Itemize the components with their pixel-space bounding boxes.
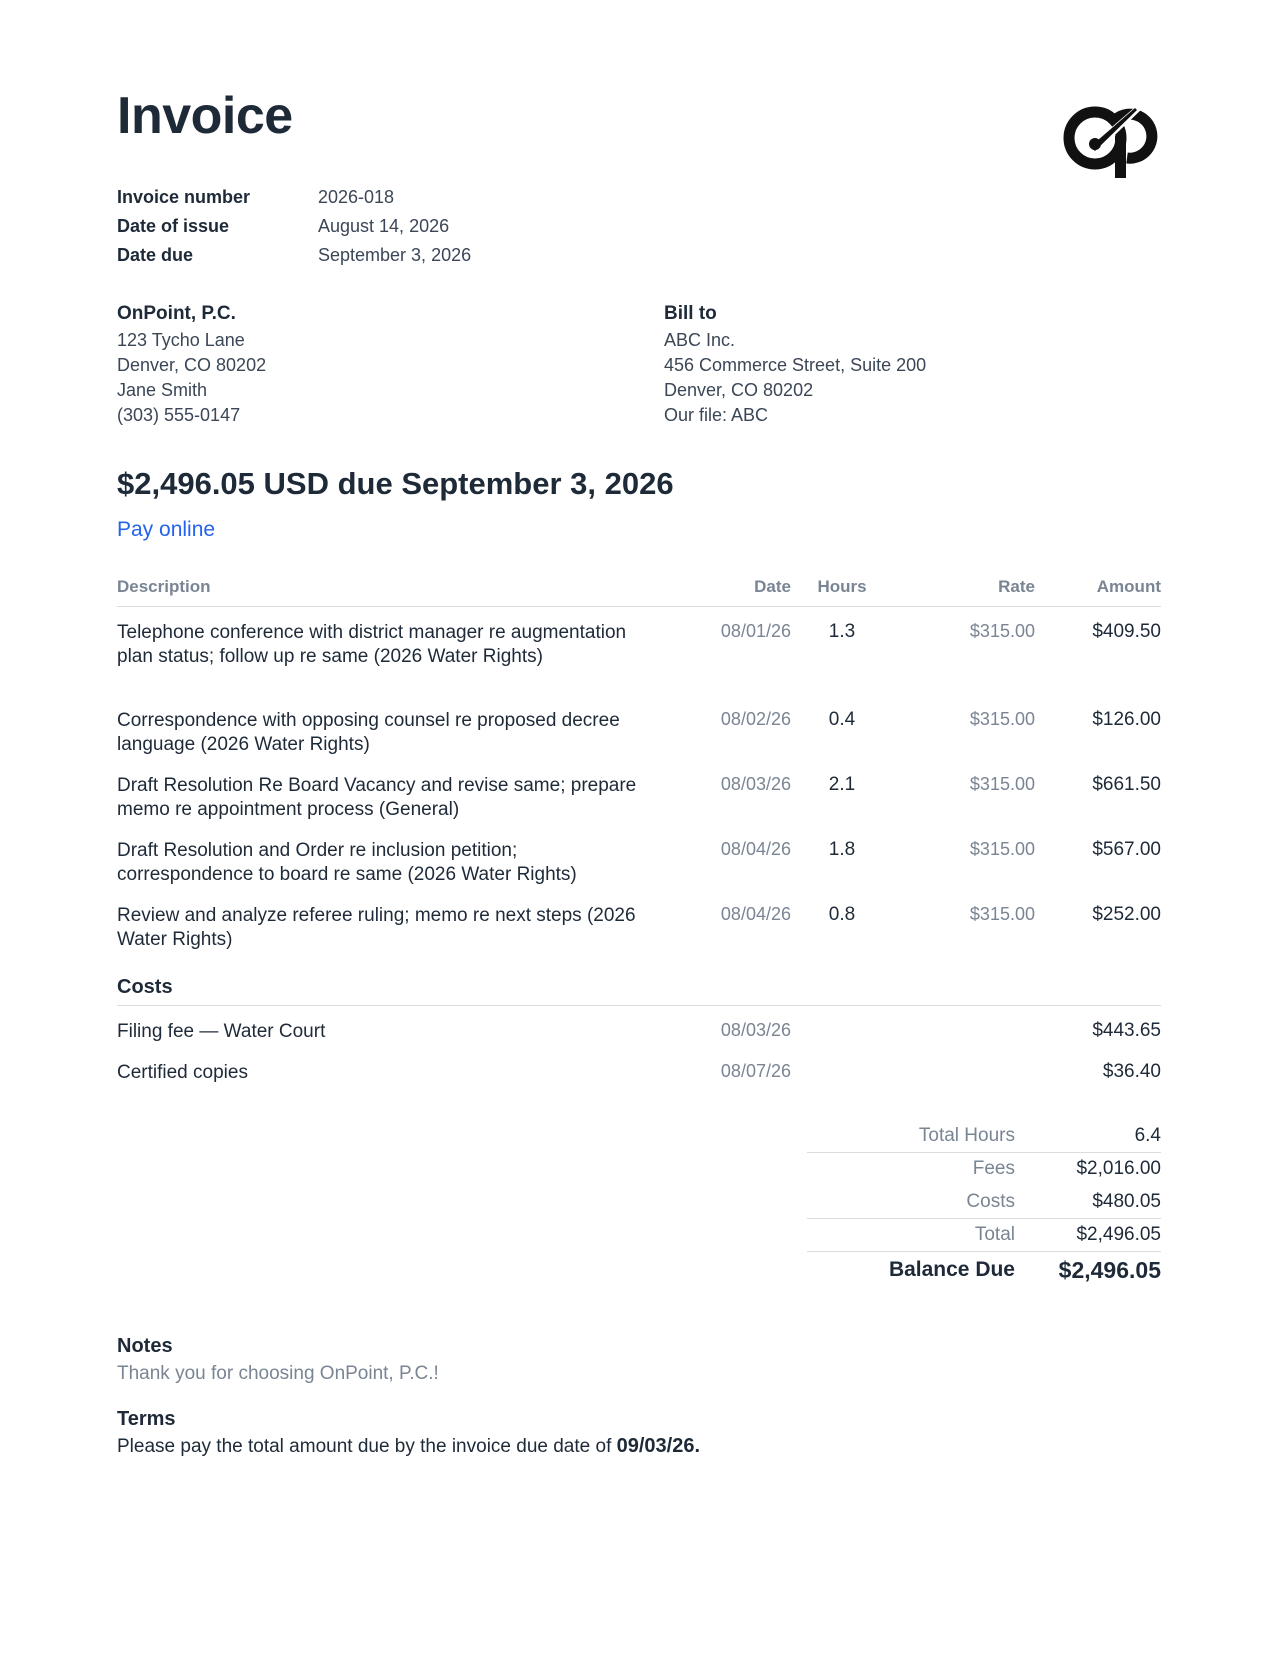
- item-rate: $315.00: [969, 774, 1035, 794]
- costs-total-label: Costs: [966, 1191, 1015, 1212]
- costs-total-row: [807, 1186, 1161, 1219]
- item-description: Correspondence with opposing counsel re proposed decree language (2026 Water Rights): [117, 710, 620, 755]
- cost-date: 08/03/26: [720, 1020, 791, 1040]
- item-description: Draft Resolution and Order re inclusion petition; correspondence to board re same (2026 Water Rights): [117, 840, 577, 885]
- terms-text: [117, 1433, 700, 1460]
- costs-heading-label: Costs: [117, 976, 173, 998]
- item-date: 08/04/26: [720, 839, 791, 859]
- table-header: [117, 574, 1161, 607]
- balance-due-label: Balance Due: [888, 1258, 1015, 1281]
- cost-row: [117, 1061, 1161, 1091]
- item-amount: $661.50: [1092, 774, 1161, 795]
- item-hours: 0.8: [828, 904, 856, 925]
- meta-row-date-due: [117, 241, 471, 270]
- cost-date: 08/07/26: [720, 1061, 791, 1081]
- terms-heading: Terms: [117, 1408, 176, 1430]
- total-hours-label: Total Hours: [918, 1125, 1015, 1146]
- date-due-value: September 3, 2026: [318, 245, 472, 265]
- cost-description: Filing fee — Water Court: [117, 1021, 326, 1042]
- header-description: Description: [117, 577, 211, 596]
- meta-label: Invoice number: [117, 187, 251, 207]
- item-rate: $315.00: [969, 839, 1035, 859]
- from-line: Jane Smith: [117, 380, 208, 400]
- meta-row-invoice-number: [117, 183, 471, 212]
- item-rate: $315.00: [969, 709, 1035, 729]
- bill-to-line: Denver, CO 80202: [664, 380, 814, 400]
- cost-amount: $36.40: [1102, 1061, 1161, 1082]
- fees-row: [807, 1153, 1161, 1186]
- cost-description: Certified copies: [117, 1062, 248, 1083]
- amount-due-summary: $2,496.05 USD due September 3, 2026: [117, 466, 674, 501]
- notes-text: Thank you for choosing OnPoint, P.C.!: [117, 1363, 439, 1384]
- header-amount: Amount: [1096, 577, 1161, 596]
- from-line: (303) 555-0147: [117, 405, 241, 425]
- from-name: OnPoint, P.C.: [117, 303, 236, 324]
- item-hours: 2.1: [828, 774, 856, 795]
- item-amount: $409.50: [1092, 621, 1161, 642]
- table-row: [117, 839, 1161, 904]
- from-line: Denver, CO 80202: [117, 355, 267, 375]
- pay-online-link[interactable]: Pay online: [117, 518, 216, 541]
- total-hours-value: 6.4: [1134, 1125, 1161, 1146]
- header-hours: Hours: [817, 577, 867, 596]
- bill-to-address: [664, 300, 926, 428]
- invoice-number-value: 2026-018: [318, 187, 395, 207]
- invoice-meta: [117, 183, 471, 270]
- invoice-title: Invoice: [117, 87, 293, 145]
- total-hours-row: [807, 1120, 1161, 1153]
- date-of-issue-value: August 14, 2026: [318, 216, 450, 236]
- item-description: Telephone conference with district manager re augmentation plan status; follow up re same (2026 Water Rights): [117, 622, 627, 667]
- table-row: [117, 904, 1161, 964]
- from-line: 123 Tycho Lane: [117, 330, 245, 350]
- cost-row: [117, 1020, 1161, 1061]
- fees-label: Fees: [972, 1158, 1015, 1179]
- header-rate: Rate: [998, 577, 1035, 596]
- item-hours: 1.8: [828, 839, 856, 860]
- meta-label: Date due: [117, 245, 194, 265]
- item-description: Draft Resolution Re Board Vacancy and revise same; prepare memo re appointment process (General): [117, 775, 637, 820]
- fees-value: $2,016.00: [1076, 1158, 1161, 1179]
- from-address: [117, 300, 266, 428]
- item-amount: $126.00: [1092, 709, 1161, 730]
- item-date: 08/04/26: [720, 904, 791, 924]
- totals-summary: [807, 1120, 1161, 1285]
- balance-due-row: [807, 1252, 1161, 1285]
- balance-due-value: $2,496.05: [1058, 1257, 1161, 1283]
- costs-heading: [117, 964, 1161, 1006]
- cost-amount: $443.65: [1092, 1020, 1161, 1041]
- item-amount: $567.00: [1092, 839, 1161, 860]
- line-items-table: [117, 574, 1161, 1091]
- terms-due-date: 09/03/26.: [616, 1435, 701, 1457]
- item-amount: $252.00: [1092, 904, 1161, 925]
- table-row: [117, 621, 1161, 709]
- item-date: 08/02/26: [720, 709, 791, 729]
- item-rate: $315.00: [969, 621, 1035, 641]
- table-row: [117, 709, 1161, 774]
- item-hours: 1.3: [828, 621, 856, 642]
- terms-body: Please pay the total amount due by the invoice due date of: [117, 1436, 612, 1457]
- notes-heading: Notes: [117, 1335, 173, 1357]
- costs-total-value: $480.05: [1092, 1191, 1161, 1212]
- meta-label: Date of issue: [117, 216, 230, 236]
- item-date: 08/03/26: [720, 774, 791, 794]
- bill-to-line: 456 Commerce Street, Suite 200: [664, 355, 927, 375]
- item-date: 08/01/26: [720, 621, 791, 641]
- total-row: [807, 1219, 1161, 1252]
- item-description: Review and analyze referee ruling; memo re next steps (2026 Water Rights): [117, 905, 636, 950]
- header-date: Date: [754, 577, 791, 596]
- op-logo-icon: [1063, 100, 1163, 182]
- table-row: [117, 774, 1161, 839]
- terms-section: [117, 1406, 700, 1460]
- total-value: $2,496.05: [1076, 1224, 1161, 1245]
- invoice-page: [117, 0, 1161, 1657]
- meta-row-date-of-issue: [117, 212, 471, 241]
- bill-to-line: Our file: ABC: [664, 405, 769, 425]
- item-hours: 0.4: [828, 709, 856, 730]
- bill-to-heading: Bill to: [664, 303, 717, 324]
- item-rate: $315.00: [969, 904, 1035, 924]
- notes-section: [117, 1333, 439, 1387]
- bill-to-line: ABC Inc.: [664, 330, 736, 350]
- total-label: Total: [974, 1224, 1015, 1245]
